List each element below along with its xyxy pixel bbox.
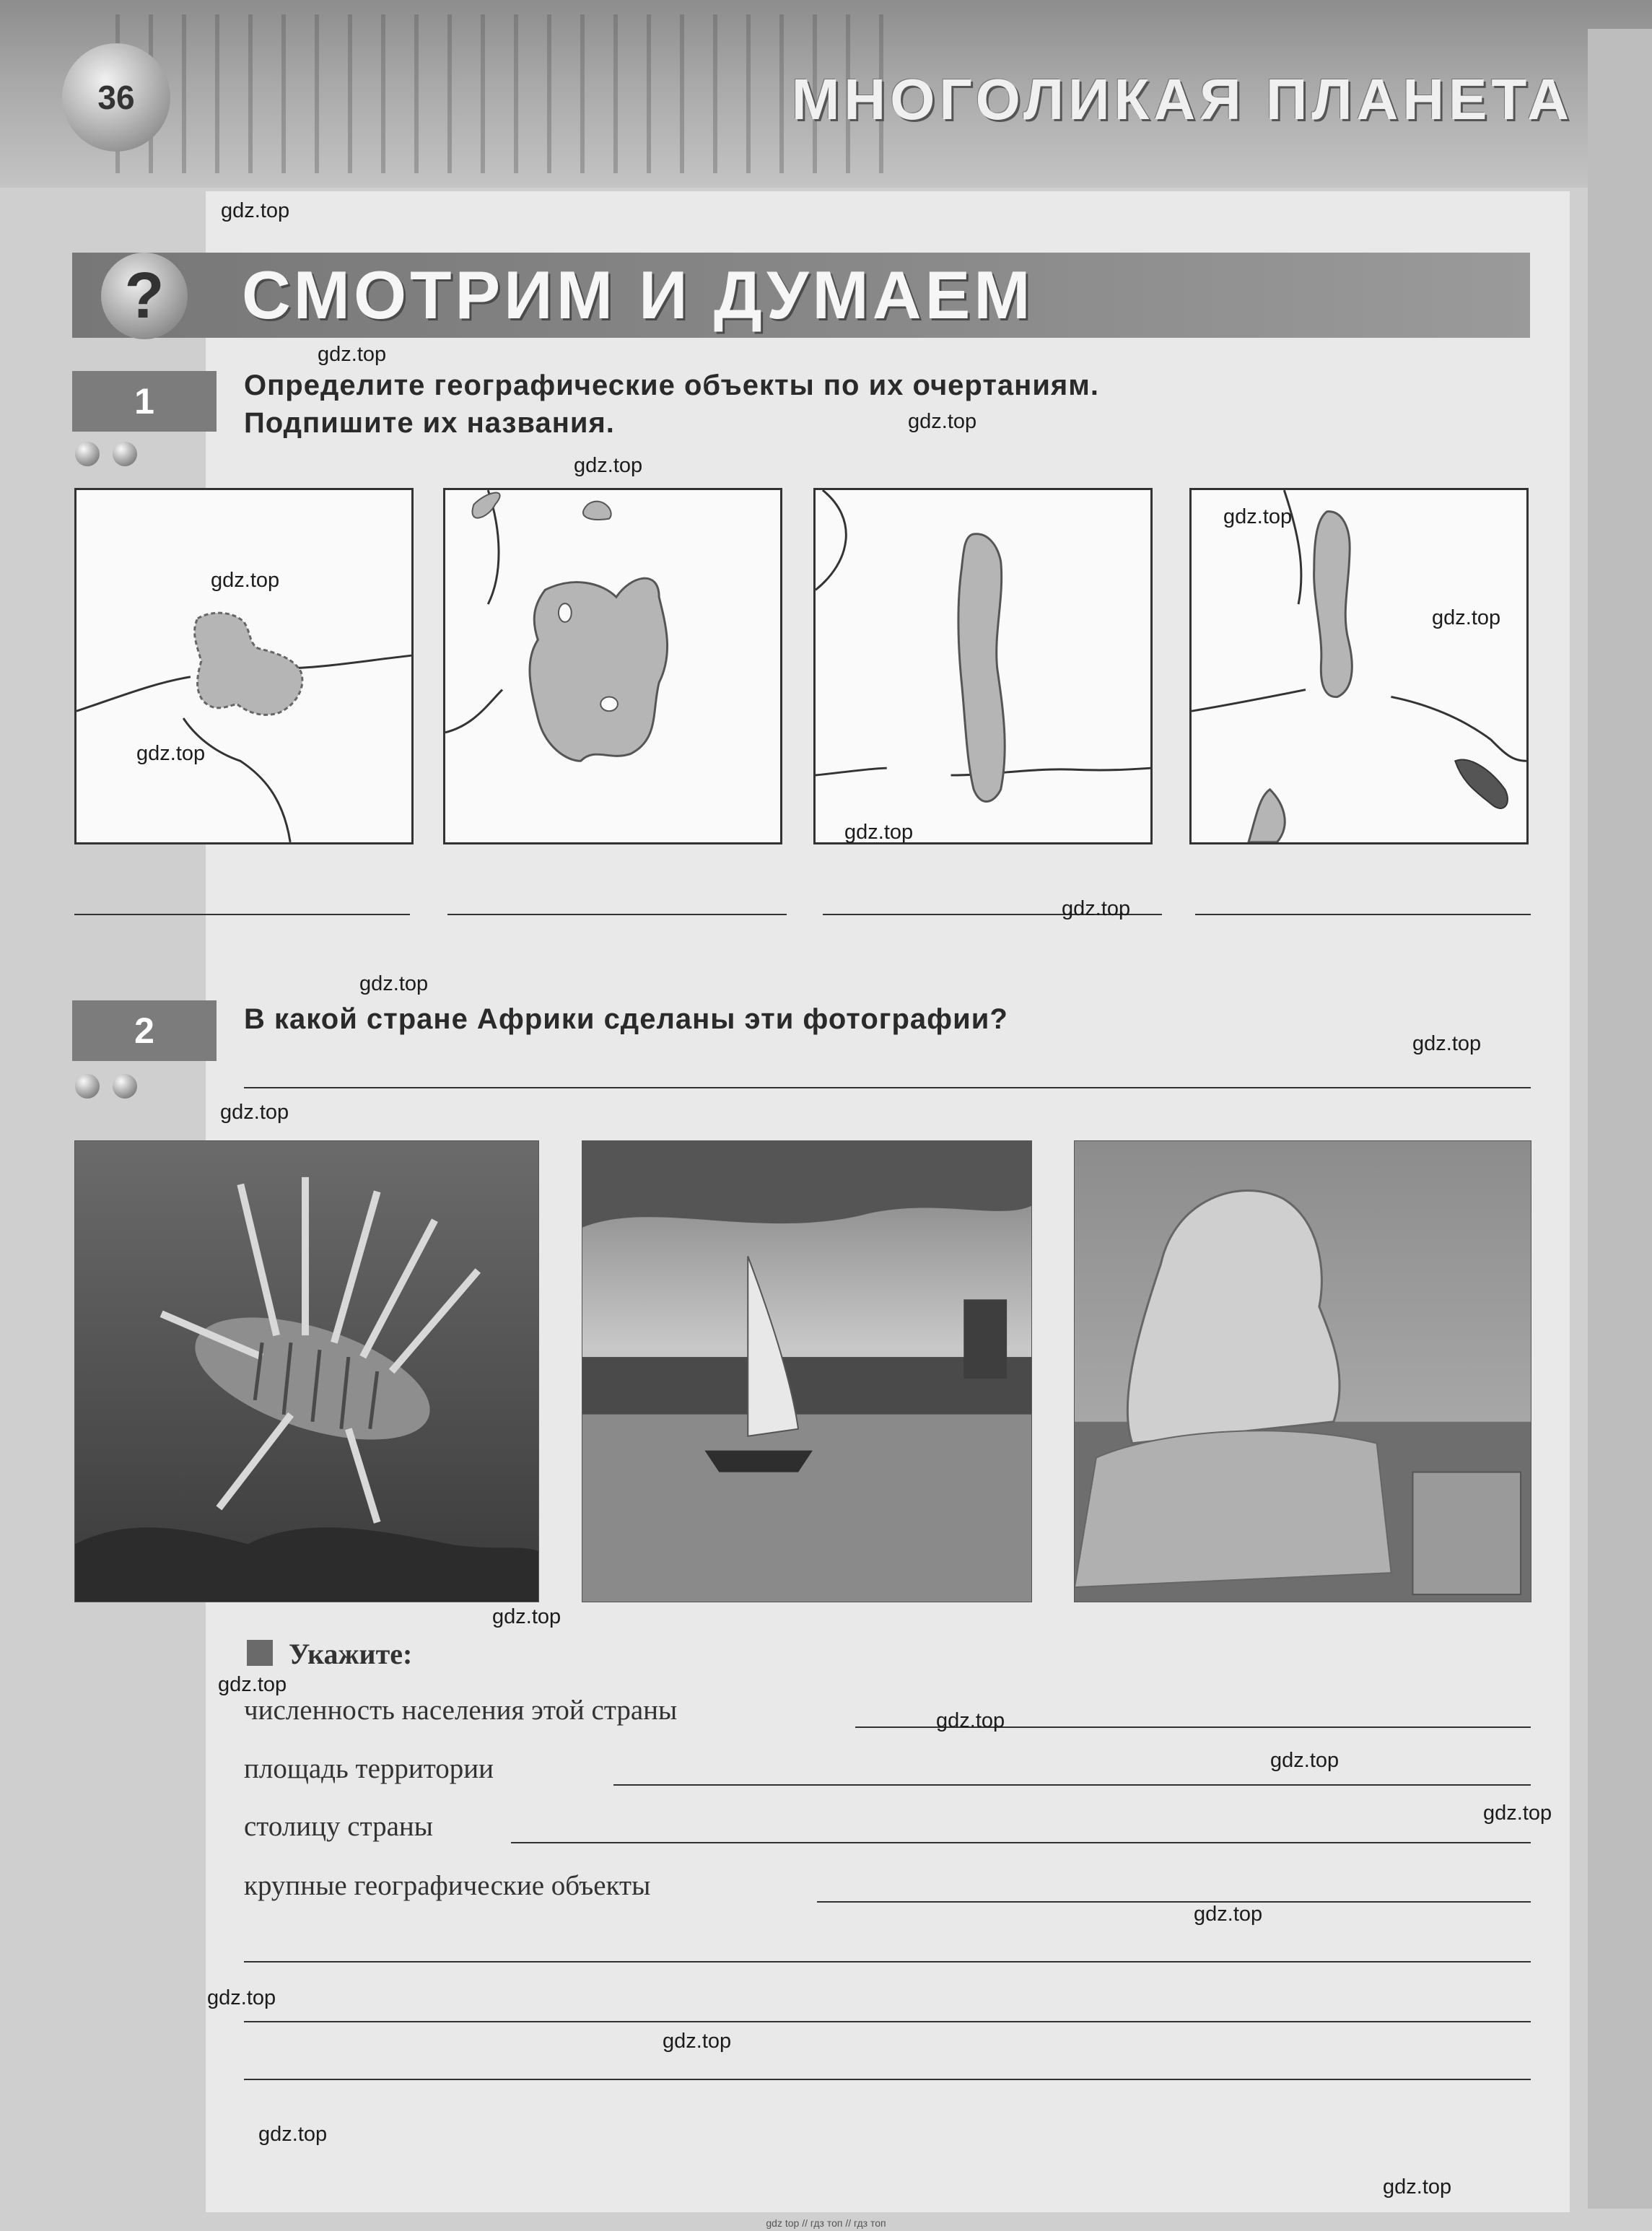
- watermark: gdz.top: [936, 1709, 1005, 1732]
- watermark: gdz.top: [207, 1986, 276, 2009]
- difficulty-dot: [75, 1074, 100, 1099]
- watermark: gdz.top: [1432, 606, 1501, 629]
- task-2-question: В какой стране Африки сделаны эти фотографии?: [244, 1003, 1008, 1035]
- watermark: gdz.top: [1270, 1749, 1339, 1772]
- extra-line-3[interactable]: [244, 2079, 1531, 2080]
- map-outline-long-lake: [813, 488, 1153, 844]
- field-area-line[interactable]: [613, 1784, 1531, 1786]
- watermark: gdz.top: [258, 2123, 328, 2146]
- question-mark-icon: ?: [101, 253, 188, 339]
- field-area-label: площадь территории: [244, 1753, 494, 1784]
- page-number: 36: [62, 43, 170, 152]
- watermark: gdz.top: [1062, 897, 1131, 920]
- watermark: gdz.top: [136, 742, 206, 765]
- watermark: gdz.top: [211, 569, 280, 592]
- watermark: gdz.top: [1194, 1903, 1263, 1926]
- map-outline-lake: [74, 488, 414, 844]
- task-2-answer-line: [244, 1087, 1531, 1088]
- lionfish-photo: [74, 1140, 539, 1602]
- difficulty-dot: [113, 1074, 137, 1099]
- extra-line-2[interactable]: [244, 2021, 1531, 2022]
- field-objects-line[interactable]: [817, 1901, 1531, 1903]
- task-1-number: 1: [72, 371, 217, 432]
- watermark: gdz.top: [359, 972, 429, 995]
- sphinx-photo: [1074, 1140, 1531, 1602]
- watermark: gdz.top: [574, 454, 643, 477]
- chapter-title: МНОГОЛИКАЯ ПЛАНЕТА: [791, 67, 1573, 131]
- field-capital-line[interactable]: [511, 1842, 1531, 1843]
- watermark: gdz.top: [1483, 1802, 1552, 1825]
- watermark: gdz.top: [1223, 505, 1293, 528]
- map-outline-island: [443, 488, 782, 844]
- extra-line-1[interactable]: [244, 1961, 1531, 1963]
- watermark: gdz.top: [318, 343, 387, 366]
- nile-felucca-photo: [582, 1140, 1032, 1602]
- answer-line-4: [1195, 914, 1531, 915]
- indicate-label: Укажите:: [289, 1638, 413, 1670]
- watermark: gdz.top: [1383, 2175, 1452, 2199]
- page-edge: [1588, 29, 1652, 2209]
- watermark: gdz.top: [221, 199, 290, 222]
- watermark: gdz.top: [492, 1605, 561, 1628]
- task-1-line-1: Определите географические объекты по их очертаниям.: [244, 370, 1099, 401]
- field-population-label: численность населения этой страны: [244, 1695, 678, 1726]
- task-1-line-2: Подпишите их названия.: [244, 407, 615, 439]
- answer-line-2: [447, 914, 787, 915]
- field-capital-label: столицу страны: [244, 1811, 433, 1842]
- indicate-square-icon: [247, 1640, 273, 1666]
- answer-line-1: [74, 914, 410, 915]
- field-objects-label: крупные географические объекты: [244, 1870, 651, 1901]
- section-title: СМОТРИМ И ДУМАЕМ: [242, 257, 1034, 333]
- watermark: gdz.top: [908, 410, 977, 433]
- task-2-number: 2: [72, 1000, 217, 1061]
- watermark: gdz.top: [1412, 1032, 1482, 1055]
- difficulty-dot: [113, 442, 137, 466]
- watermark: gdz.top: [844, 821, 914, 844]
- watermark: gdz.top: [663, 2030, 732, 2053]
- bottom-note: gdz top // гдз топ // гдз топ: [766, 2217, 886, 2229]
- watermark: gdz.top: [218, 1673, 287, 1696]
- map-outline-lake-system: [1189, 488, 1529, 844]
- difficulty-dot: [75, 442, 100, 466]
- watermark: gdz.top: [220, 1101, 289, 1124]
